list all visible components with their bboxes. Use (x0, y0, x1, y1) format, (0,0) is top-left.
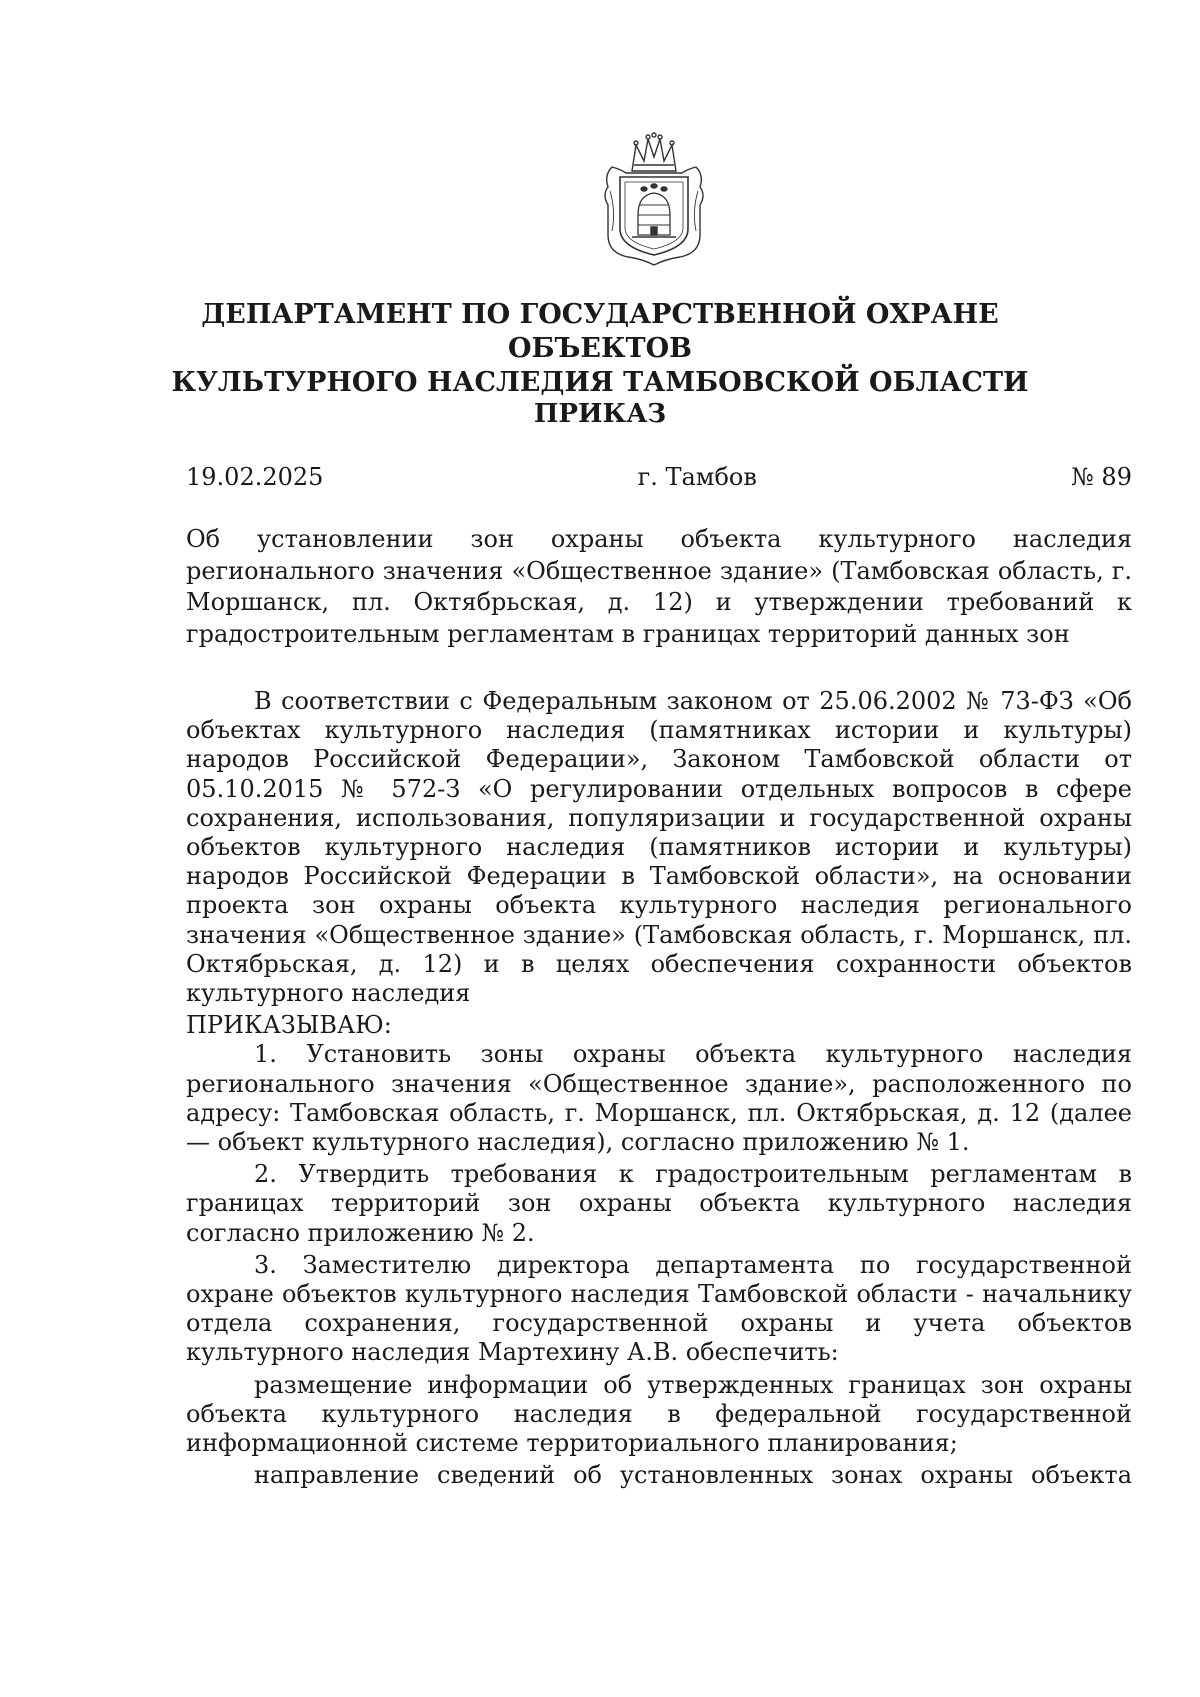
document-city: г. Тамбов (637, 463, 757, 491)
order-item-3a: размещение информации об утвержденных границах зон охраны объекта культурного наследия в федеральной государственной информационной системе территориального планирования; (186, 1370, 1132, 1458)
department-title-line2: КУЛЬТУРНОГО НАСЛЕДИЯ ТАМБОВСКОЙ ОБЛАСТИ (171, 367, 1029, 398)
coat-of-arms-icon (598, 131, 710, 266)
department-title (150, 298, 1050, 400)
document-type: ПРИКАЗ (533, 399, 667, 429)
order-item-1: 1. Установить зоны охраны объекта культурного наследия регионального значения «Общественное здание», расположенного по адресу: Тамбовская область, г. Моршанск, пл. Октябрьская, д. 12 (далее — объект культурного наследия), согласно приложению № 1. (186, 1040, 1132, 1157)
order-word: ПРИКАЗЫВАЮ: (186, 1011, 392, 1040)
document-number: № 89 (1071, 463, 1132, 491)
order-item-3: 3. Заместителю директора департамента по государственной охране объектов культурного наследия Тамбовской области - начальнику отдела сохранения, государственной охраны и учета объектов культурного наследия Мартехину А.В. обеспечить: (186, 1250, 1132, 1367)
preamble-paragraph: В соответствии с Федеральным законом от 25.06.2002 № 73-ФЗ «Об объектах культурного наследия (памятниках истории и культуры) народов Российской Федерации», Законом Тамбовской области от 05.10.2015 № 572-З «О регулировании отдельных вопросов в сфере сохранения, использования, популяризации и государственной охраны объектов культурного наследия (памятников истории и культуры) народов Российской Федерации в Тамбовской области», на основании проекта зон охраны объекта культурного наследия регионального значения «Общественное здание» (Тамбовская область, г. Моршанск, пл. Октябрьская, д. 12) и в целях обеспечения сохранности объектов культурного наследия (186, 687, 1132, 1008)
document-body (186, 687, 1132, 1493)
document-date: 19.02.2025 (186, 463, 324, 491)
department-title-line1: ДЕПАРТАМЕНТ ПО ГОСУДАРСТВЕННОЙ ОХРАНЕ ОБЪЕКТОВ (201, 299, 999, 364)
document-meta-row (186, 462, 1132, 492)
order-item-3b: направление сведений об установленных зонах охраны объекта (254, 1461, 1132, 1490)
order-item-2: 2. Утвердить требования к градостроительным регламентам в границах территорий зон охраны объекта культурного наследия согласно приложению № 2. (186, 1160, 1132, 1247)
document-subject: Об установлении зон охраны объекта культурного наследия регионального значения «Общественное здание» (Тамбовская область, г. Моршанск, пл. Октябрьская, д. 12) и утверждении требований к градостроительным регламентам в границах территорий данных зон (186, 525, 1132, 648)
